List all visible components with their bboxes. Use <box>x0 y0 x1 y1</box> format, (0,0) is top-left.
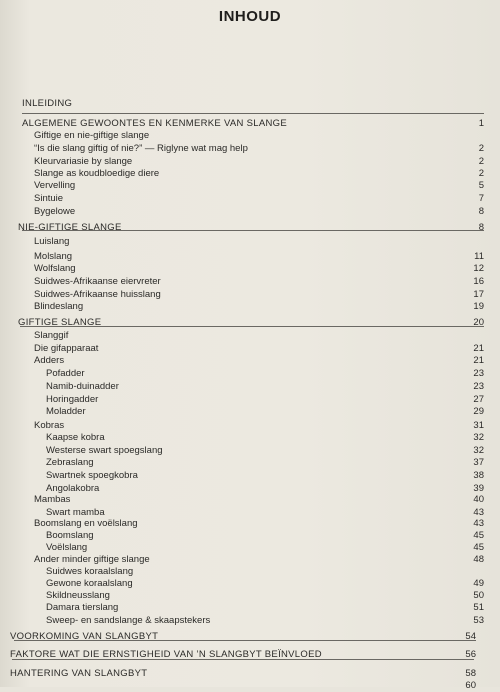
toc-entry-title: Suidwes-Afrikaanse eiervreter <box>34 276 161 287</box>
toc-entry <box>46 381 500 393</box>
toc-entry-title: Swart mamba <box>46 507 105 518</box>
toc-entry <box>46 530 500 542</box>
toc-entry-page: 38 <box>473 470 484 481</box>
toc-entry-page: 58 <box>465 668 476 679</box>
toc-entry-title: “Is die slang giftig of nie?” — Riglyne wat mag help <box>34 143 248 154</box>
toc-entry-page: 20 <box>473 317 484 328</box>
toc-entry <box>46 578 500 590</box>
toc-entry-page: 48 <box>473 554 484 565</box>
toc-entry <box>34 180 494 192</box>
toc-entry <box>46 542 500 554</box>
toc-entry-title: Namib-duinadder <box>46 381 119 392</box>
toc-entry <box>34 554 494 566</box>
toc-entry-page: 16 <box>473 276 484 287</box>
toc-entry-title: Ander minder giftige slange <box>34 554 150 565</box>
toc-entry <box>34 276 494 288</box>
toc-entry <box>46 590 500 602</box>
toc-entry-title: Horingadder <box>46 394 99 405</box>
toc-entry <box>34 236 494 248</box>
toc-entry <box>34 494 494 506</box>
toc-entry-page: 19 <box>473 301 484 312</box>
toc-entry-page: 8 <box>478 206 484 217</box>
toc-entry-title: Sintuie <box>34 193 64 204</box>
toc-entry-page: 31 <box>473 420 484 431</box>
toc-entry-title: VOORKOMING VAN SLANGBYT <box>10 631 159 642</box>
toc-entry-title: Bygelowe <box>34 206 76 217</box>
toc-entry <box>46 602 500 614</box>
toc-entry-page: 29 <box>473 406 484 417</box>
toc-entry-title: Suidwes-Afrikaanse huisslang <box>34 289 161 300</box>
toc-entry-title: Kaapse kobra <box>46 432 105 443</box>
toc-entry-title: Zebraslang <box>46 457 94 468</box>
toc-entry-page: 32 <box>473 432 484 443</box>
toc-entry-page: 5 <box>478 180 484 191</box>
toc-entry <box>34 289 494 301</box>
toc-entry <box>46 406 500 418</box>
toc-entry <box>34 130 494 142</box>
toc-entry-title: FAKTORE WAT DIE ERNSTIGHEID VAN ’N SLANGBYT BEÏNVLOED <box>10 649 322 660</box>
divider <box>20 326 484 327</box>
toc-entry-title: Adders <box>34 355 65 366</box>
toc-entry <box>46 470 500 482</box>
toc-entry <box>34 420 494 432</box>
toc-entry-title: Suidwes koraalslang <box>46 566 134 577</box>
divider <box>14 640 476 641</box>
toc-entry-title: Wolfslang <box>34 263 76 274</box>
toc-entry <box>34 343 494 355</box>
toc-entry-page: 12 <box>473 263 484 274</box>
toc-entry <box>34 156 494 168</box>
toc-entry-title: Vervelling <box>34 180 76 191</box>
toc-entry-title: Slange as koudbloedige diere <box>34 168 160 179</box>
toc-entry <box>34 330 494 342</box>
toc-entry-page: 40 <box>473 494 484 505</box>
toc-entry <box>22 98 482 110</box>
toc-entry-page: 17 <box>473 289 484 300</box>
toc-entry-page: 32 <box>473 445 484 456</box>
toc-entry-title: Mambas <box>34 494 71 505</box>
toc-entry-page: 39 <box>473 483 484 494</box>
toc-entry <box>46 368 500 380</box>
toc-entry-title: Kleurvariasie by slange <box>34 156 133 167</box>
toc-entry-page: 11 <box>474 251 484 262</box>
toc-entry <box>46 457 500 469</box>
toc-entry-title: Boomslang en voëlslang <box>34 518 138 529</box>
toc-entry-title: Angolakobra <box>46 483 100 494</box>
toc-entry-page: 2 <box>478 143 484 154</box>
toc-entry-page: 53 <box>473 615 484 626</box>
toc-entry-page: 7 <box>478 193 484 204</box>
toc-entry-title: Damara tierslang <box>46 602 119 613</box>
page-title: INHOUD <box>218 8 282 25</box>
toc-entry-page: 1 <box>478 118 484 129</box>
toc-entry-title: Die gifapparaat <box>34 343 99 354</box>
toc-entry <box>34 193 494 205</box>
toc-entry-title: Boomslang <box>46 530 94 541</box>
toc-entry <box>10 631 476 643</box>
divider <box>22 230 484 231</box>
toc-entry-title: Blindeslang <box>34 301 84 312</box>
toc-entry-title: HANTERING VAN SLANGBYT <box>10 668 148 679</box>
toc-entry <box>46 394 500 406</box>
toc-entry-title: Swartnek spoegkobra <box>46 470 138 481</box>
toc-entry-title: Luislang <box>34 236 70 247</box>
toc-entry-page: 49 <box>473 578 484 589</box>
toc-entry <box>34 301 494 313</box>
toc-entry <box>34 263 494 275</box>
toc-entry <box>34 251 494 263</box>
toc-entry <box>10 680 476 692</box>
toc-entry-title: Kobras <box>34 420 65 431</box>
toc-entry-title: NIE-GIFTIGE SLANGE <box>18 222 122 233</box>
toc-entry <box>34 355 494 367</box>
toc-entry <box>34 168 494 180</box>
toc-entry-title: Voëlslang <box>46 542 88 553</box>
toc-entry <box>46 566 500 578</box>
toc-entry <box>46 445 500 457</box>
toc-entry <box>46 615 500 627</box>
toc-entry <box>34 143 494 155</box>
toc-entry-page: 56 <box>465 649 476 660</box>
divider <box>22 113 484 114</box>
toc-entry-page: 54 <box>465 631 476 642</box>
toc-entry <box>18 222 484 234</box>
toc-entry-page: 51 <box>473 602 484 613</box>
toc-entry-title: ALGEMENE GEWOONTES EN KENMERKE VAN SLANGE <box>22 118 287 129</box>
toc-entry <box>34 206 494 218</box>
toc-entry-page: 60 <box>465 680 476 691</box>
toc-entry-page: 2 <box>478 156 484 167</box>
toc-entry <box>46 432 500 444</box>
toc-entry-page: 21 <box>473 355 484 366</box>
divider <box>12 659 474 660</box>
toc-entry-title: INLEIDING <box>22 98 73 109</box>
toc-entry-page: 45 <box>473 530 484 541</box>
toc-entry-page: 21 <box>473 343 484 354</box>
toc-entry <box>22 118 482 130</box>
toc-entry-page: 2 <box>478 168 484 179</box>
toc-entry-page: 8 <box>478 222 484 233</box>
toc-entry-title: GIFTIGE SLANGE <box>18 317 102 328</box>
toc-entry-title: Sweep- en sandslange & skaapstekers <box>46 615 211 626</box>
toc-entry-title: Molslang <box>34 251 73 262</box>
toc-entry-page: 43 <box>473 507 484 518</box>
toc-entry-page: 50 <box>473 590 484 601</box>
toc-entry-page: 23 <box>473 368 484 379</box>
toc-entry-page: 37 <box>473 457 484 468</box>
toc-entry-page: 27 <box>473 394 484 405</box>
toc-entry <box>18 317 484 329</box>
toc-entry-page: 43 <box>473 518 484 529</box>
toc-entry-title: Westerse swart spoegslang <box>46 445 163 456</box>
toc-entry-title: Moladder <box>46 406 86 417</box>
toc-entry-title: Pofadder <box>46 368 85 379</box>
toc-entry-title: Gewone koraalslang <box>46 578 133 589</box>
toc-entry-title: Giftige en nie-giftige slange <box>34 130 150 141</box>
toc-entry <box>10 668 476 680</box>
toc-entry-title: Skildneusslang <box>46 590 110 601</box>
toc-entry-title: Slanggif <box>34 330 69 341</box>
toc-entry-page: 23 <box>473 381 484 392</box>
toc-entry-page: 45 <box>473 542 484 553</box>
toc-entry <box>34 518 494 530</box>
